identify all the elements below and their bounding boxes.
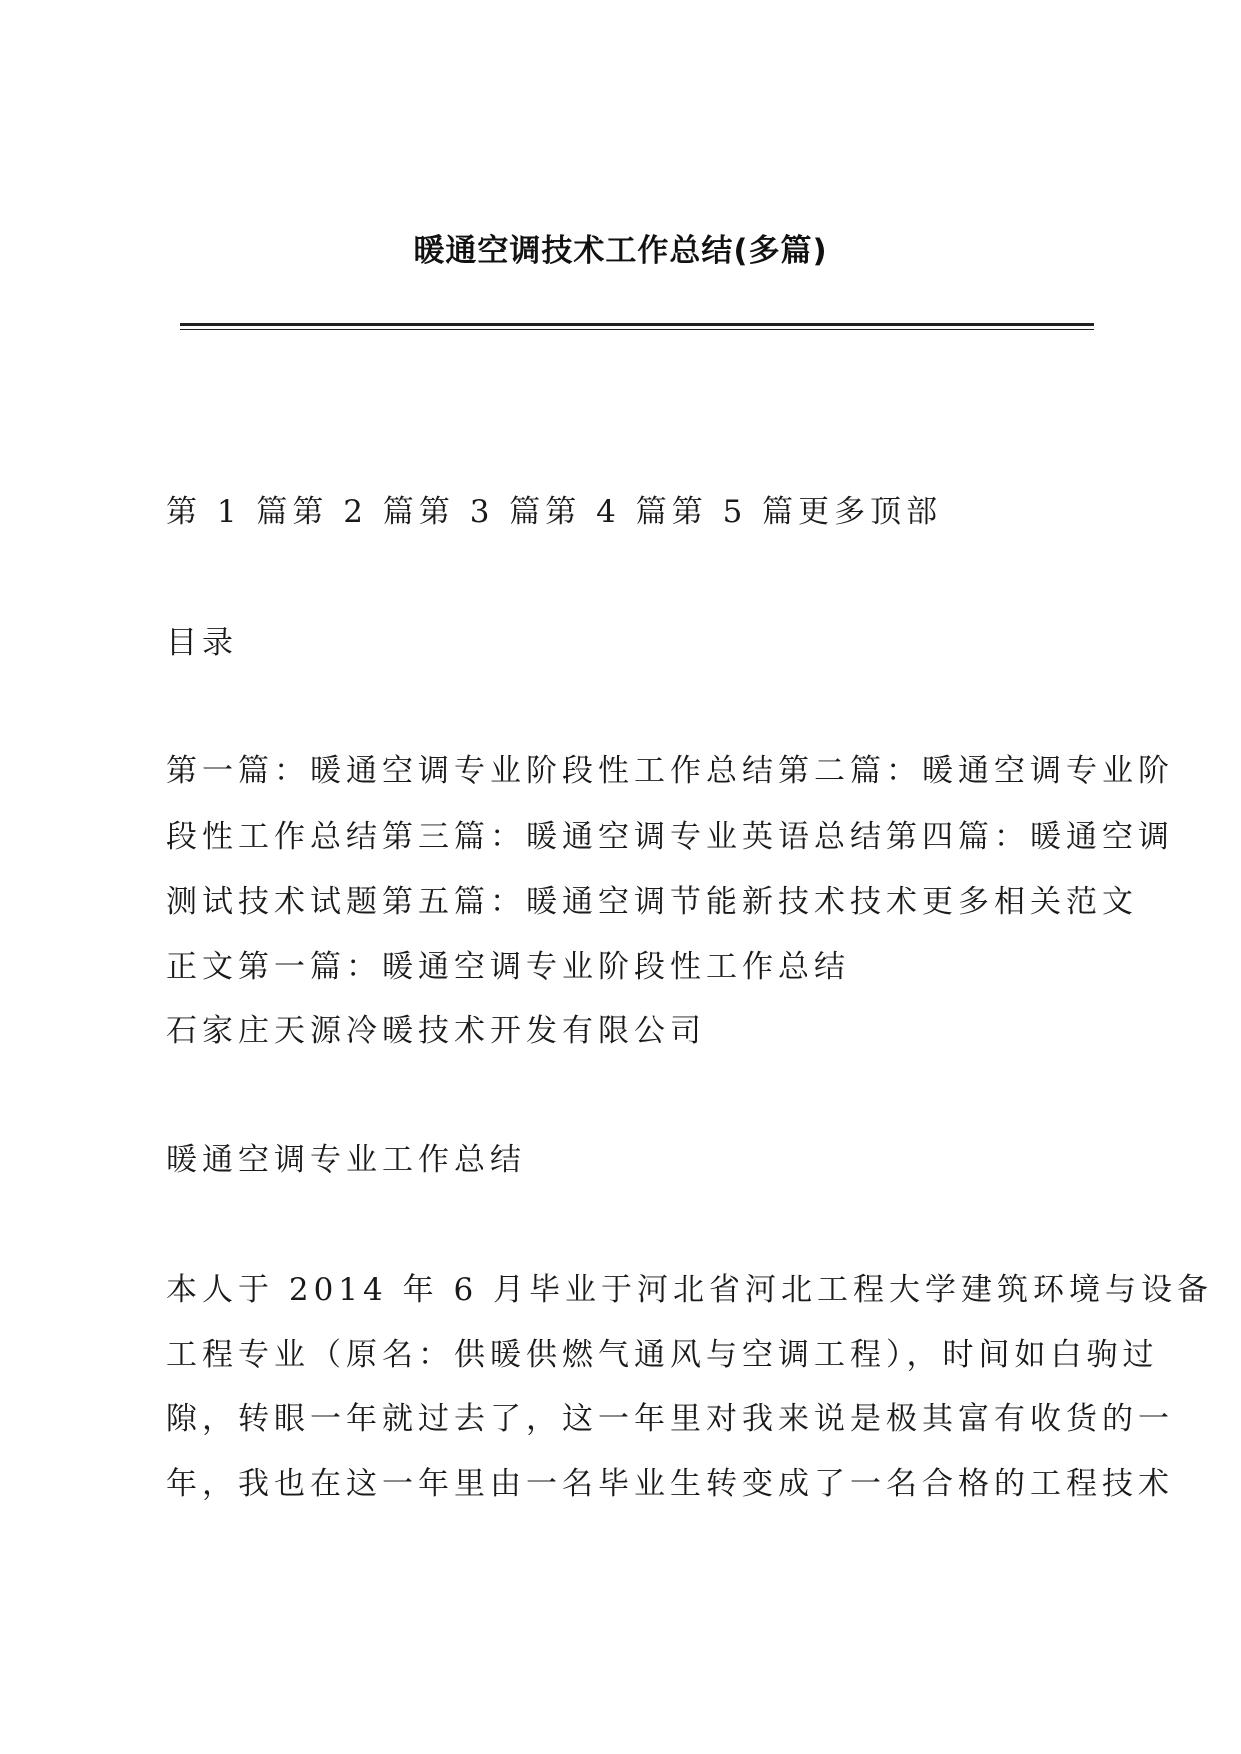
section-title: 暖通空调专业工作总结 [166, 1142, 526, 1178]
paragraph-line: 本人于 2014 年 6 月毕业于河北省河北工程大学建筑环境与设备 [166, 1272, 1214, 1308]
toc-heading: 目录 [166, 625, 238, 661]
toc-line: 测试技术试题第五篇：暖通空调节能新技术技术更多相关范文 [166, 884, 1138, 920]
paragraph-line: 年，我也在这一年里由一名毕业生转变成了一名合格的工程技术 [166, 1466, 1174, 1502]
title-divider-thin [180, 329, 1094, 330]
paragraph-line: 隙，转眼一年就过去了，这一年里对我来说是极其富有收货的一 [166, 1401, 1174, 1437]
toc-line: 段性工作总结第三篇：暖通空调专业英语总结第四篇：暖通空调 [166, 819, 1174, 855]
toc-line: 正文第一篇：暖通空调专业阶段性工作总结 [166, 949, 850, 985]
toc-line: 第一篇：暖通空调专业阶段性工作总结第二篇：暖通空调专业阶 [166, 753, 1174, 789]
title-divider-thick [180, 323, 1094, 326]
company-name: 石家庄天源冷暖技术开发有限公司 [166, 1013, 706, 1049]
document-title: 暖通空调技术工作总结(多篇) [413, 233, 828, 269]
chapter-navigation: 第 1 篇第 2 篇第 3 篇第 4 篇第 5 篇更多顶部 [166, 494, 943, 530]
paragraph-line: 工程专业（原名：供暖供燃气通风与空调工程），时间如白驹过 [166, 1337, 1159, 1373]
